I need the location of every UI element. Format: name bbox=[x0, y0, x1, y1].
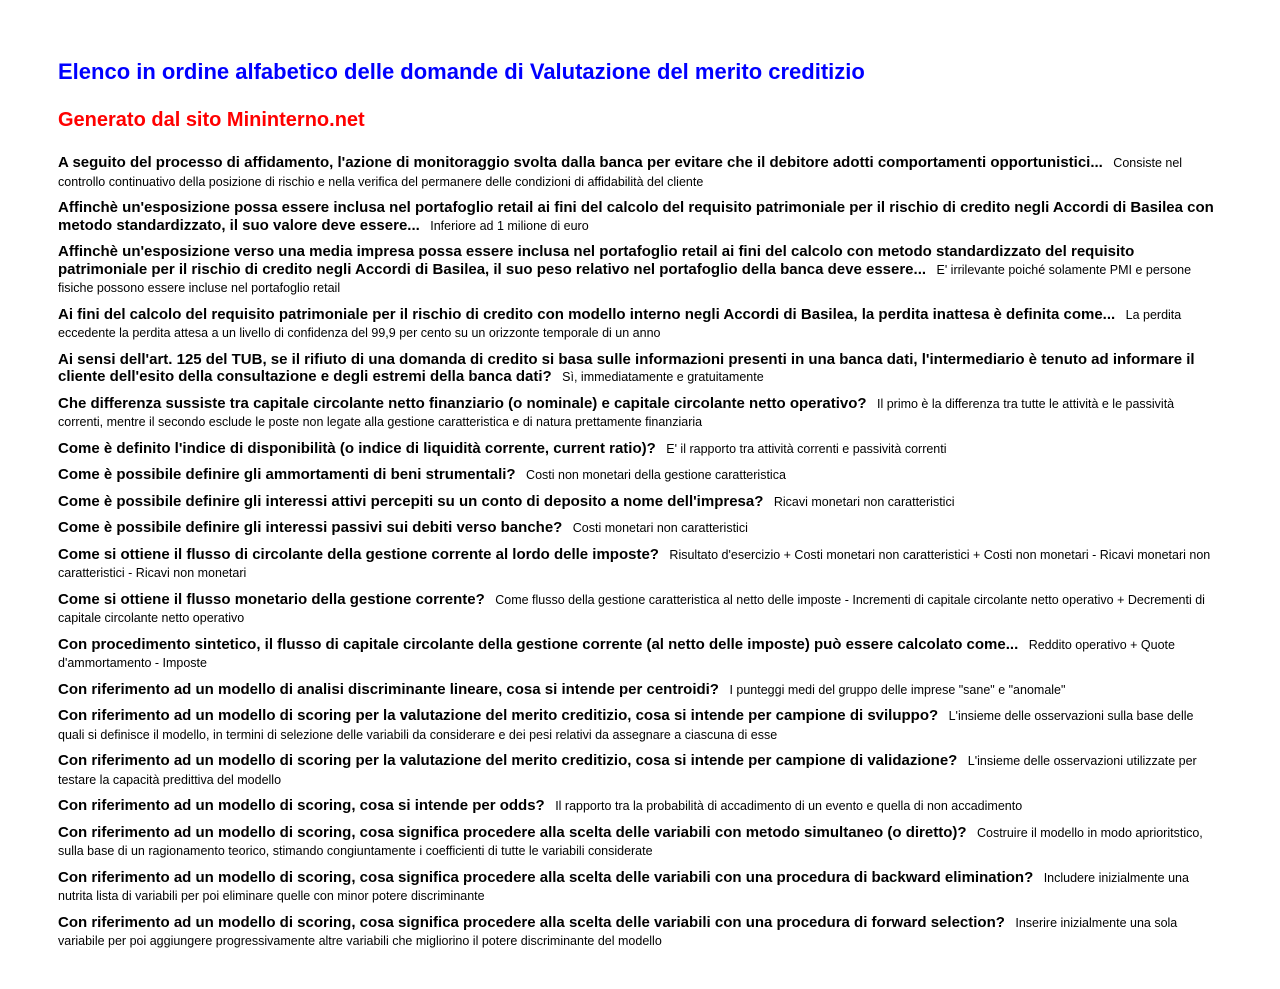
question-item bbox=[58, 546, 1222, 583]
answer-text: Ricavi monetari non caratteristici bbox=[773, 494, 955, 509]
question-text: Con riferimento ad un modello di scoring, cosa si intende per odds? bbox=[58, 797, 545, 814]
question-text: Con riferimento ad un modello di analisi discriminante lineare, cosa si intende per centroidi? bbox=[58, 680, 719, 698]
answer-text: L'insieme delle osservazioni utilizzate per testare la capacità predittiva del modello bbox=[58, 754, 1197, 787]
question-item bbox=[58, 797, 1222, 816]
answer-text: Includere inizialmente una nutrita lista di variabili per poi eliminare quelle con minor potere discriminante bbox=[58, 870, 1189, 903]
question-item bbox=[58, 869, 1222, 906]
answer-text: E' il rapporto tra attività correnti e passività correnti bbox=[666, 441, 947, 456]
question-item bbox=[58, 707, 1222, 744]
question-item bbox=[58, 466, 1222, 485]
question-text: Con riferimento ad un modello di scoring, cosa significa procedere alla scelta delle variabili con una procedura di backward elimination? bbox=[58, 868, 1034, 886]
question-text: A seguito del processo di affidamento, l'azione di monitoraggio svolta dalla banca per evitare che il debitore adotti comportamenti opportunistici... bbox=[58, 154, 1103, 171]
question-item bbox=[58, 681, 1222, 700]
question-text: Come è possibile definire gli interessi attivi percepiti su un conto di deposito a nome dell'impresa? bbox=[58, 492, 764, 510]
question-text: Con riferimento ad un modello di scoring, cosa significa procedere alla scelta delle variabili con metodo simultaneo (o diretto)? bbox=[58, 823, 967, 841]
answer-text: Consiste nel controllo continuativo della posizione di rischio e nella verifica del permanere delle condizioni di affidabilità del cliente bbox=[58, 156, 1183, 189]
answer-text: L'insieme delle osservazioni sulla base delle quali si definisce il modello, in termini di selezione delle variabili da considerare e dei pesi relativi da assegnare a ciascuna di esse bbox=[58, 709, 1194, 742]
question-text: Affinchè un'esposizione verso una media impresa possa essere inclusa nel portafoglio retail ai fini del calcolo con metodo standardizzato del requisito patrimoniale per il rischio di credito negli Accordi di Basilea, il suo peso relativo nel portafoglio della banca deve essere... bbox=[58, 243, 1135, 278]
question-item bbox=[58, 752, 1222, 789]
question-item bbox=[58, 914, 1222, 951]
question-text: Con riferimento ad un modello di scoring per la valutazione del merito creditizio, cosa si intende per campione di validazione? bbox=[58, 752, 958, 769]
question-text: Ai sensi dell'art. 125 del TUB, se il rifiuto di una domanda di credito si basa sulle informazioni presenti in una banca dati, l'intermediario è tenuto ad informare il cliente dell'esito della consultazione e degli estremi della banca dati? bbox=[58, 350, 1195, 385]
question-text: Che differenza sussiste tra capitale circolante netto finanziario (o nominale) e capitale circolante netto operativo? bbox=[58, 394, 867, 412]
question-text: Come è possibile definire gli interessi passivi sui debiti verso banche? bbox=[58, 519, 563, 536]
question-text: Come è possibile definire gli ammortamenti di beni strumentali? bbox=[58, 466, 516, 483]
page-title: Elenco in ordine alfabetico delle domande di Valutazione del merito creditizio bbox=[58, 59, 865, 84]
question-item bbox=[58, 519, 1222, 538]
answer-text: Inferiore ad 1 milione di euro bbox=[430, 218, 589, 233]
answer-text: Costruire il modello in modo aprioritstico, sulla base di un ragionamento teorico, stimando congiuntamente i coefficienti di tutte le variabili considerate bbox=[58, 825, 1203, 858]
question-text: Con riferimento ad un modello di scoring per la valutazione del merito creditizio, cosa si intende per campione di sviluppo? bbox=[58, 707, 939, 724]
answer-text: Inserire inizialmente una sola variabile per poi aggiungere progressivamente altre variabili che migliorino il potere discriminante del modello bbox=[58, 915, 1178, 948]
answer-text: Costi monetari non caratteristici bbox=[572, 521, 748, 535]
question-item bbox=[58, 243, 1222, 298]
question-item bbox=[58, 154, 1222, 191]
question-item bbox=[58, 351, 1222, 387]
page-subtitle: Generato dal sito Mininterno.net bbox=[58, 109, 365, 131]
question-text: Affinchè un'esposizione possa essere inclusa nel portafoglio retail ai fini del calcolo del requisito patrimoniale per il rischio di credito negli Accordi di Basilea con metodo standardizzato, il suo valore deve essere... bbox=[58, 199, 1214, 234]
answer-text: Sì, immediatamente e gratuitamente bbox=[562, 370, 764, 384]
question-item bbox=[58, 395, 1222, 432]
answer-text: Il primo è la differenza tra tutte le attività e le passività correnti, mentre il secondo esclude le poste non legate alla gestione caratteristica e di natura prettamente finanziaria bbox=[58, 396, 1175, 429]
question-item bbox=[58, 306, 1222, 343]
question-text: Con riferimento ad un modello di scoring, cosa significa procedere alla scelta delle variabili con una procedura di forward selection? bbox=[58, 913, 1005, 931]
question-text: Ai fini del calcolo del requisito patrimoniale per il rischio di credito con modello interno negli Accordi di Basilea, la perdita inattesa è definita come... bbox=[58, 305, 1116, 323]
question-item bbox=[58, 199, 1222, 235]
answer-text: Come flusso della gestione caratteristica al netto delle imposte - Incrementi di capitale circolante netto operativo + Decrementi di capitale circolante netto operativo bbox=[58, 592, 1205, 625]
question-text: Come è definito l'indice di disponibilità (o indice di liquidità corrente, current ratio)? bbox=[58, 439, 656, 457]
answer-text: Reddito operativo + Quote d'ammortamento - Imposte bbox=[58, 637, 1175, 670]
answer-text: Il rapporto tra la probabilità di accadimento di un evento e quella di non accadimento bbox=[555, 799, 1023, 813]
question-item bbox=[58, 591, 1222, 628]
answer-text: I punteggi medi del gruppo delle imprese "sane" e "anomale" bbox=[729, 682, 1066, 697]
question-item bbox=[58, 636, 1222, 673]
question-text: Con procedimento sintetico, il flusso di capitale circolante della gestione corrente (al netto delle imposte) può essere calcolato come... bbox=[58, 635, 1019, 653]
question-list bbox=[58, 154, 1222, 959]
question-item bbox=[58, 440, 1222, 459]
answer-text: E' irrilevante poiché solamente PMI e persone fisiche possono essere incluse nel portafoglio retail bbox=[58, 262, 1192, 295]
question-item bbox=[58, 493, 1222, 512]
answer-text: Costi non monetari della gestione caratteristica bbox=[526, 468, 786, 482]
question-text: Come si ottiene il flusso di circolante della gestione corrente al lordo delle imposte? bbox=[58, 545, 659, 563]
question-item bbox=[58, 824, 1222, 861]
answer-text: La perdita eccedente la perdita attesa a un livello di confidenza del 99,9 per cento su un orizzonte temporale di un anno bbox=[58, 307, 1182, 340]
question-text: Come si ottiene il flusso monetario della gestione corrente? bbox=[58, 590, 485, 608]
answer-text: Risultato d'esercizio + Costi monetari non caratteristici + Costi non monetari - Ricavi monetari non caratteristici - Ricavi non monetari bbox=[58, 547, 1211, 580]
